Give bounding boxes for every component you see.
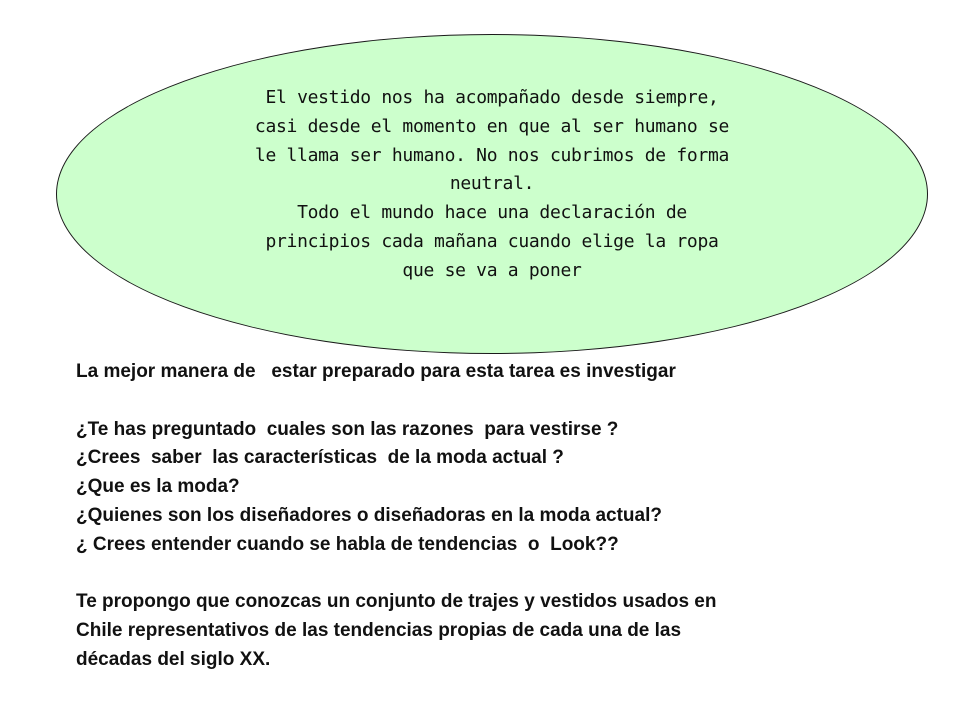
question-line: ¿Quienes son los diseñadores o diseñadoras en la moda actual?	[76, 504, 662, 526]
paragraph-spacer	[76, 560, 936, 589]
quote-line: que se va a poner	[402, 259, 582, 281]
quote-line: El vestido nos ha acompañado desde siempre,	[265, 87, 719, 108]
quote-line: Todo el mundo hace una declaración de	[297, 202, 687, 224]
quote-line: casi desde el momento en que al ser humano se	[254, 115, 730, 137]
question-line: ¿Te has preguntado cuales son las razones para vestirse ?	[76, 418, 619, 440]
question-line: ¿Crees saber las características de la moda actual ?	[76, 447, 564, 469]
quote-line: neutral.	[449, 173, 535, 195]
proposal-line: Te propongo que conozcas un conjunto de trajes y vestidos usados en	[76, 591, 717, 613]
question-line: ¿Que es la moda?	[76, 476, 240, 498]
question-line: ¿ Crees entender cuando se habla de tendencias o Look??	[76, 533, 619, 555]
proposal-line: Chile representativos de las tendencias propias de cada una de las	[76, 620, 682, 642]
quote-line: le llama ser humano. No nos cubrimos de forma	[254, 144, 730, 166]
paragraph-spacer	[76, 387, 936, 416]
body-text	[76, 358, 936, 675]
proposal-line: décadas del siglo XX.	[76, 648, 271, 670]
quote-line: principios cada mañana cuando elige la ropa	[265, 230, 719, 252]
quote-text	[188, 84, 796, 286]
intro-line: La mejor manera de estar preparado para esta tarea es investigar	[76, 361, 676, 382]
